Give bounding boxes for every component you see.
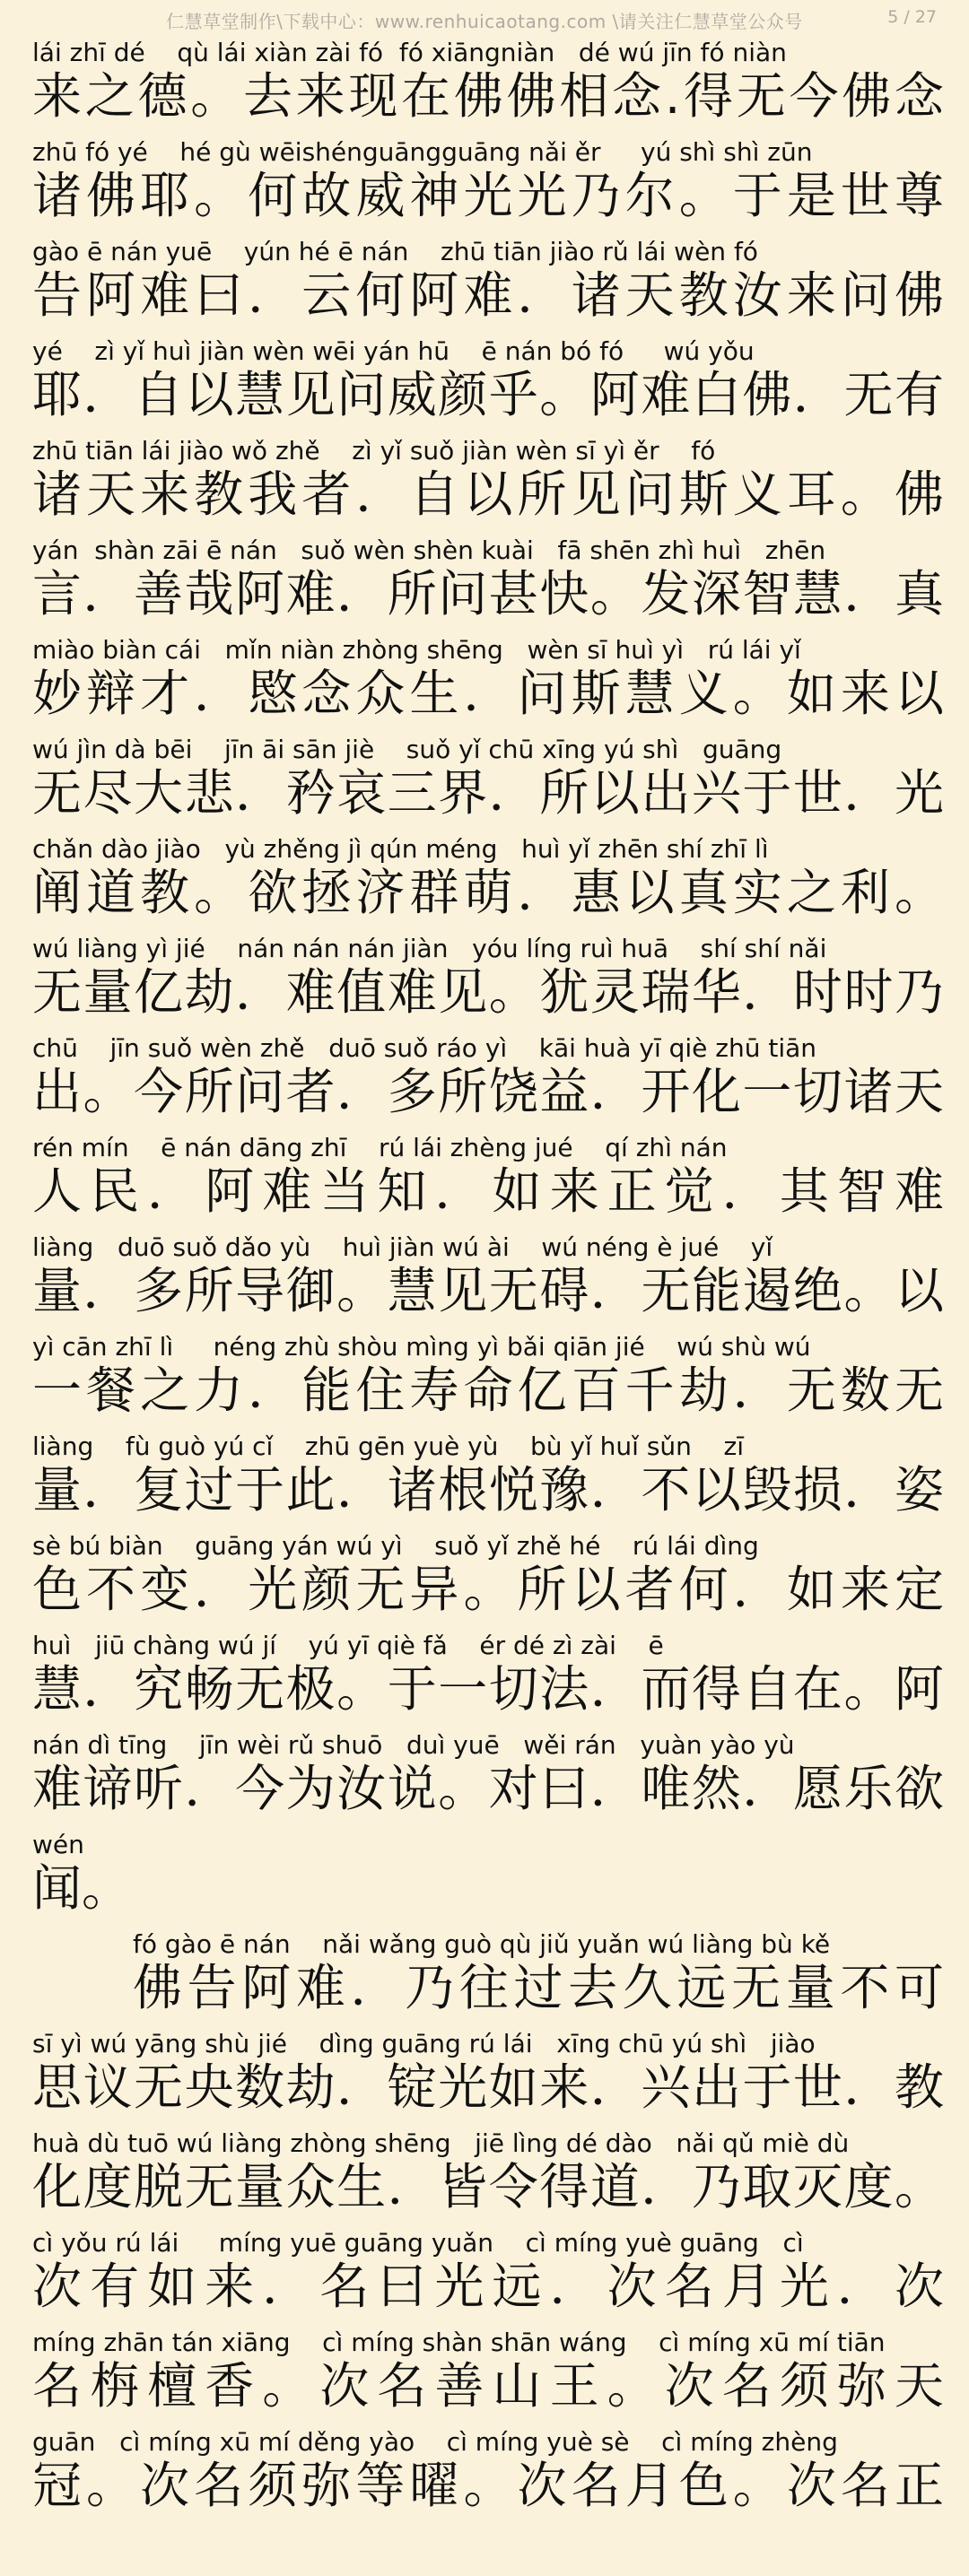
pinyin-line: sè bú biàn guāng yán wú yì suǒ yǐ zhě hé rú lái dìng: [32, 1531, 759, 1561]
pinyin-line: guān cì míng xū mí děng yào cì míng yuè sè cì míng zhèng: [32, 2427, 838, 2457]
hanzi-line: 人民．阿难当知．如来正觉．其智难: [32, 1162, 944, 1220]
pinyin-line: huà dù tuō wú liàng zhòng shēng jiē lìng dé dào nǎi qǔ miè dù: [32, 2128, 850, 2158]
hanzi-line: 慧．究畅无极。于一切法．而得自在。阿: [32, 1660, 944, 1718]
text-line: [32, 2320, 944, 2420]
pinyin-line: zhū fó yé hé gù wēishénguāngguāng nǎi ěr yú shì shì zūn: [32, 137, 813, 167]
hanzi-line: 无量亿劫．难值难见。犹灵瑞华．时时乃: [32, 963, 944, 1021]
text-line: [32, 30, 944, 130]
hanzi-line: 告阿难曰．云何阿难．诸天教汝来问佛: [32, 266, 944, 324]
pinyin-line: cì yǒu rú lái míng yuē guāng yuǎn cì míng yuè guāng cì: [32, 2228, 804, 2258]
pinyin-line: fó gào ē nán nǎi wǎng guò qù jiǔ yuǎn wú liàng bù kě: [133, 1929, 831, 1959]
hanzi-line: 耶．自以慧见问威颜乎。阿难白佛．无有: [32, 366, 944, 423]
hanzi-line: 妙辩才．愍念众生．问斯慧义。如来以: [32, 665, 944, 722]
text-line: [32, 1424, 944, 1524]
pinyin-line: miào biàn cái mǐn niàn zhòng shēng wèn sī huì yì rú lái yǐ: [32, 635, 801, 665]
hanzi-line: 化度脱无量众生．皆令得道．乃取灭度。: [32, 2158, 944, 2215]
hanzi-line: 名栴檀香。次名善山王。次名须弥天: [32, 2357, 944, 2415]
text-line: [32, 927, 944, 1026]
hanzi-line: 阐道教。欲拯济群萌．惠以真实之利。: [32, 864, 944, 921]
hanzi-line: 诸佛耶。何故威神光光乃尔。于是世尊: [32, 167, 944, 224]
text-line: [32, 130, 944, 230]
pinyin-line: sī yì wú yāng shù jié dìng guāng rú lái xīng chū yú shì jiào: [32, 2029, 816, 2058]
text-line: [32, 827, 944, 927]
text-line: [32, 1225, 944, 1325]
pinyin-line: yì cān zhī lì néng zhù shòu mìng yì bǎi qiān jié wú shù wú: [32, 1332, 811, 1362]
text-line: [32, 2121, 944, 2221]
hanzi-line: 无尽大悲．矜哀三界．所以出兴于世．光: [32, 764, 944, 822]
pinyin-line: míng zhān tán xiāng cì míng shàn shān wáng cì míng xū mí tiān: [32, 2328, 886, 2357]
hanzi-line: 言．善哉阿难．所问甚快。发深智慧．真: [32, 565, 944, 622]
pinyin-line: chǎn dào jiào yù zhěng jì qún méng huì yǐ zhēn shí zhī lì: [32, 834, 769, 864]
hanzi-line: 色不变．光颜无异。所以者何．如来定: [32, 1561, 944, 1618]
pinyin-line: chū jīn suǒ wèn zhě duō suǒ ráo yì kāi huà yī qiè zhū tiān: [32, 1033, 817, 1063]
hanzi-line: 一餐之力．能住寿命亿百千劫．无数无: [32, 1362, 944, 1419]
pinyin-line: wú jìn dà bēi jīn āi sān jiè suǒ yǐ chū xīng yú shì guāng: [32, 735, 782, 764]
pinyin-line: liàng fù guò yú cǐ zhū gēn yuè yù bù yǐ huǐ sǔn zī: [32, 1432, 744, 1461]
hanzi-line: 次有如来．名曰光远．次名月光．次: [32, 2258, 944, 2315]
text-line: [32, 2420, 944, 2519]
text-line: [32, 429, 944, 528]
text-line: [32, 1026, 944, 1126]
hanzi-line: 量．多所导御。慧见无碍．无能遏绝。以: [32, 1262, 944, 1319]
pinyin-line: gào ē nán yuē yún hé ē nán zhū tiān jiào rǔ lái wèn fó: [32, 237, 758, 266]
header-title: 仁慧草堂制作\下载中心：www.renhuicaotang.com \请关注仁慧草堂公众号: [166, 11, 803, 32]
text-line: [32, 727, 944, 827]
text-line: [32, 2221, 944, 2320]
hanzi-line: 出。今所问者．多所饶益．开化一切诸天: [32, 1063, 944, 1120]
hanzi-line: 佛告阿难．乃往过去久远无量不可: [133, 1959, 944, 2016]
pinyin-line: huì jiū chàng wú jí yú yī qiè fǎ ér dé zì zài ē: [32, 1631, 664, 1660]
pinyin-line: zhū tiān lái jiào wǒ zhě zì yǐ suǒ jiàn wèn sī yì ěr fó: [32, 436, 716, 466]
text-line: [32, 1623, 944, 1723]
pinyin-line: wú liàng yì jié nán nán nán jiàn yóu líng ruì huā shí shí nǎi: [32, 934, 827, 963]
text-line: [32, 1823, 944, 1922]
pinyin-line: rén mín ē nán dāng zhī rú lái zhèng jué qí zhì nán: [32, 1133, 728, 1162]
page-number: 5 / 27: [887, 7, 937, 27]
text-line: [32, 329, 944, 429]
hanzi-line: 量．复过于此．诸根悦豫．不以毁损．姿: [32, 1461, 944, 1519]
hanzi-line: 闻。: [32, 1859, 132, 1917]
text-line: [32, 2022, 944, 2121]
pinyin-line: wén: [32, 1830, 84, 1859]
text-line: [32, 1922, 944, 2022]
pinyin-line: yé zì yǐ huì jiàn wèn wēi yán hū ē nán bó fó wú yǒu: [32, 336, 755, 366]
text-line: [32, 1524, 944, 1623]
pinyin-line: yán shàn zāi ē nán suǒ wèn shèn kuài fā shēn zhì huì zhēn: [32, 535, 826, 565]
text-line: [32, 1723, 944, 1823]
hanzi-line: 冠。次名须弥等曜。次名月色。次名正: [32, 2457, 944, 2514]
text-line: [32, 1325, 944, 1424]
hanzi-line: 来之德。去来现在佛佛相念.得无今佛念: [32, 67, 944, 125]
hanzi-line: 难谛听．今为汝说。对曰．唯然．愿乐欲: [32, 1760, 944, 1817]
hanzi-line: 诸天来教我者．自以所见问斯义耳。佛: [32, 466, 944, 523]
scripture-text: [32, 30, 944, 2519]
pinyin-line: lái zhī dé qù lái xiàn zài fó fó xiāngniàn dé wú jīn fó niàn: [32, 38, 787, 67]
pinyin-line: nán dì tīng jīn wèi rǔ shuō duì yuē wěi rán yuàn yào yù: [32, 1730, 795, 1760]
text-line: [32, 230, 944, 329]
text-line: [32, 1126, 944, 1225]
hanzi-line: 思议无央数劫．锭光如来．兴出于世．教: [32, 2058, 944, 2116]
pinyin-line: liàng duō suǒ dǎo yù huì jiàn wú ài wú néng è jué yǐ: [32, 1232, 773, 1262]
text-line: [32, 628, 944, 727]
text-line: [32, 528, 944, 628]
